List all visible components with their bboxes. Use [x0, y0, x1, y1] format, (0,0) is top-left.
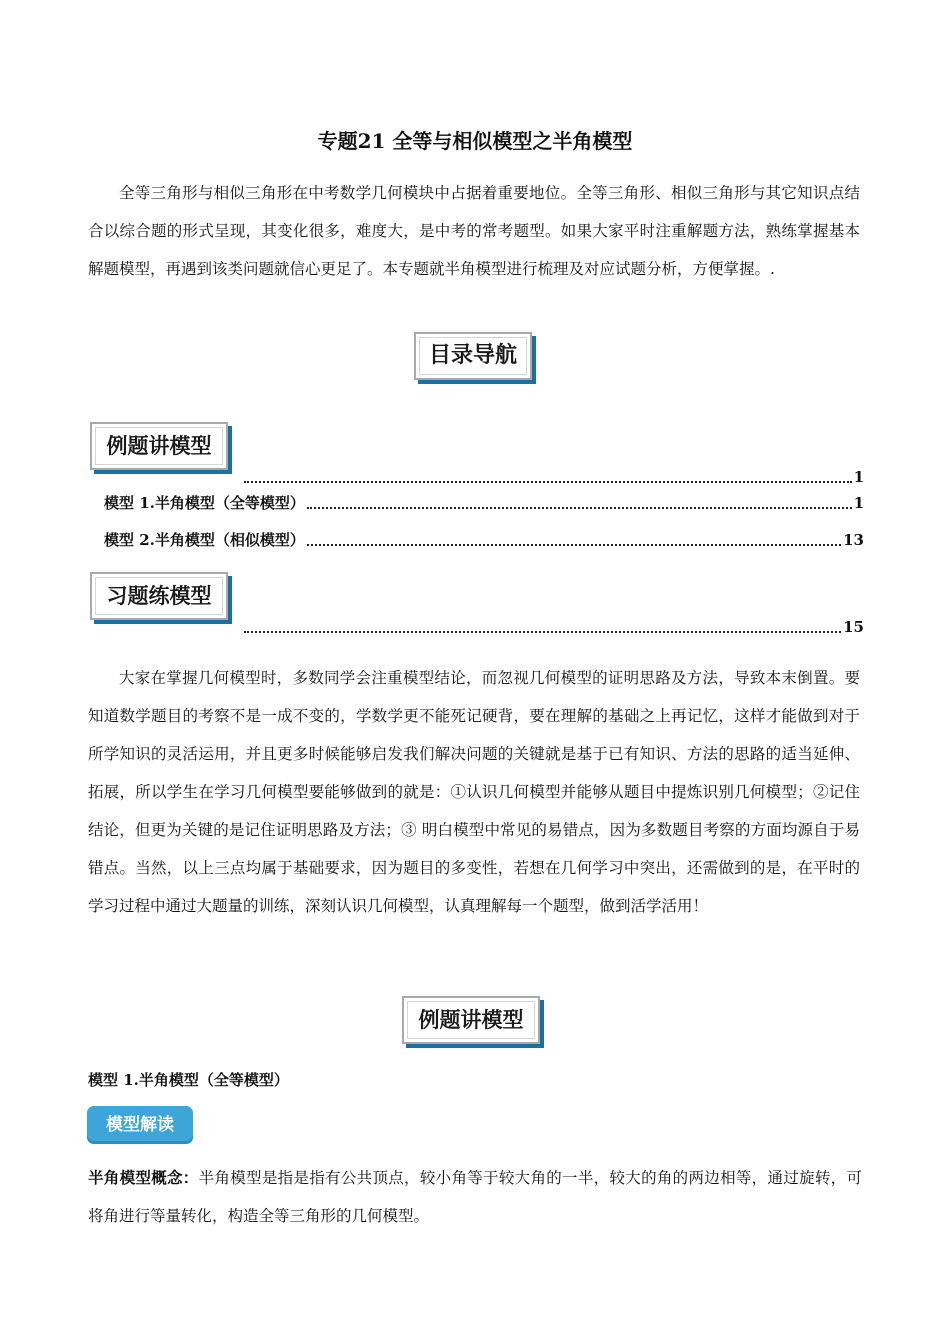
toc-section-exercises-label: 习题练模型 — [106, 584, 212, 608]
toc-page-number: 15 — [843, 618, 864, 636]
model-interpretation-pill: 模型解读 — [87, 1106, 193, 1144]
toc-entry-model-2[interactable] — [104, 530, 864, 550]
toc-page-number: 1 — [853, 468, 864, 486]
toc-leader — [244, 480, 852, 483]
section-banner: 例题讲模型 — [418, 1008, 524, 1032]
toc-page-number: 1 — [853, 494, 864, 512]
toc-heading: 目录导航 — [428, 343, 517, 368]
toc-section-examples-label: 例题讲模型 — [106, 434, 212, 458]
intro-paragraph: 全等三角形与相似三角形在中考数学几何模块中占据着重要地位。全等三角形、相似三角形与其它知识点结合以综合题的形式呈现，其变化很多，难度大，是中考的常考题型。如果大家平时注重解题方法，熟练掌握基本解题模型，再遇到该类问题就信心更足了。本专题就半角模型进行梳理及对应试题分析，方便掌握。. — [88, 184, 860, 278]
toc-entry-label: 模型 2.半角模型（相似模型） — [104, 531, 305, 549]
toc-entry-label: 模型 1.半角模型（全等模型） — [104, 494, 305, 512]
toc-heading-box — [414, 332, 532, 380]
advice-paragraph: 大家在掌握几何模型时，多数同学会注重模型结论，而忽视几何模型的证明思路及方法，导致本末倒置。要知道数学题目的考察不是一成不变的，学数学更不能死记硬背，要在理解的基础之上再记忆，这样才能做到对于所学知识的灵活运用，并且更多时候能够启发我们解决问题的关键就是基于已有知识、方法的思路的适当延伸、拓展，所以学生在学习几何模型要能够做到的就是：①认识几何模型并能够从题目中提炼识别几何模型；②记住结论，但更为关键的是记住证明思路及方法；③ 明白模型中常见的易错点，因为多数题目考察的方面均源自于易错点。当然，以上三点均属于基础要求，因为题目的多变性，若想在几何学习中突出，还需做到的是，在平时的学习过程中通过大题量的训练，深刻认识几何模型，认真理解每一个题型，做到活学活用！ — [88, 669, 860, 915]
toc-leader — [307, 543, 841, 546]
section-banner-box — [402, 996, 540, 1044]
model-heading: 模型 1.半角模型（全等模型） — [88, 1071, 289, 1089]
toc-section-exercises-box — [90, 572, 228, 620]
toc-leader — [244, 630, 841, 633]
toc-entry-examples[interactable] — [242, 467, 864, 487]
concept-paragraph — [88, 1159, 862, 1235]
toc-entry-model-1[interactable] — [104, 493, 864, 513]
toc-section-examples-box — [90, 422, 228, 470]
toc-entry-exercises[interactable] — [242, 617, 864, 637]
concept-label: 半角模型概念： — [88, 1168, 199, 1187]
concept-text: 半角模型是指是指有公共顶点，较小角等于较大角的一半，较大的角的两边相等，通过旋转，可将角进行等量转化，构造全等三角形的几何模型。 — [88, 1169, 862, 1225]
page-title: 专题21 全等与相似模型之半角模型 — [317, 129, 633, 153]
toc-leader — [307, 506, 852, 509]
toc-page-number: 13 — [843, 531, 864, 549]
